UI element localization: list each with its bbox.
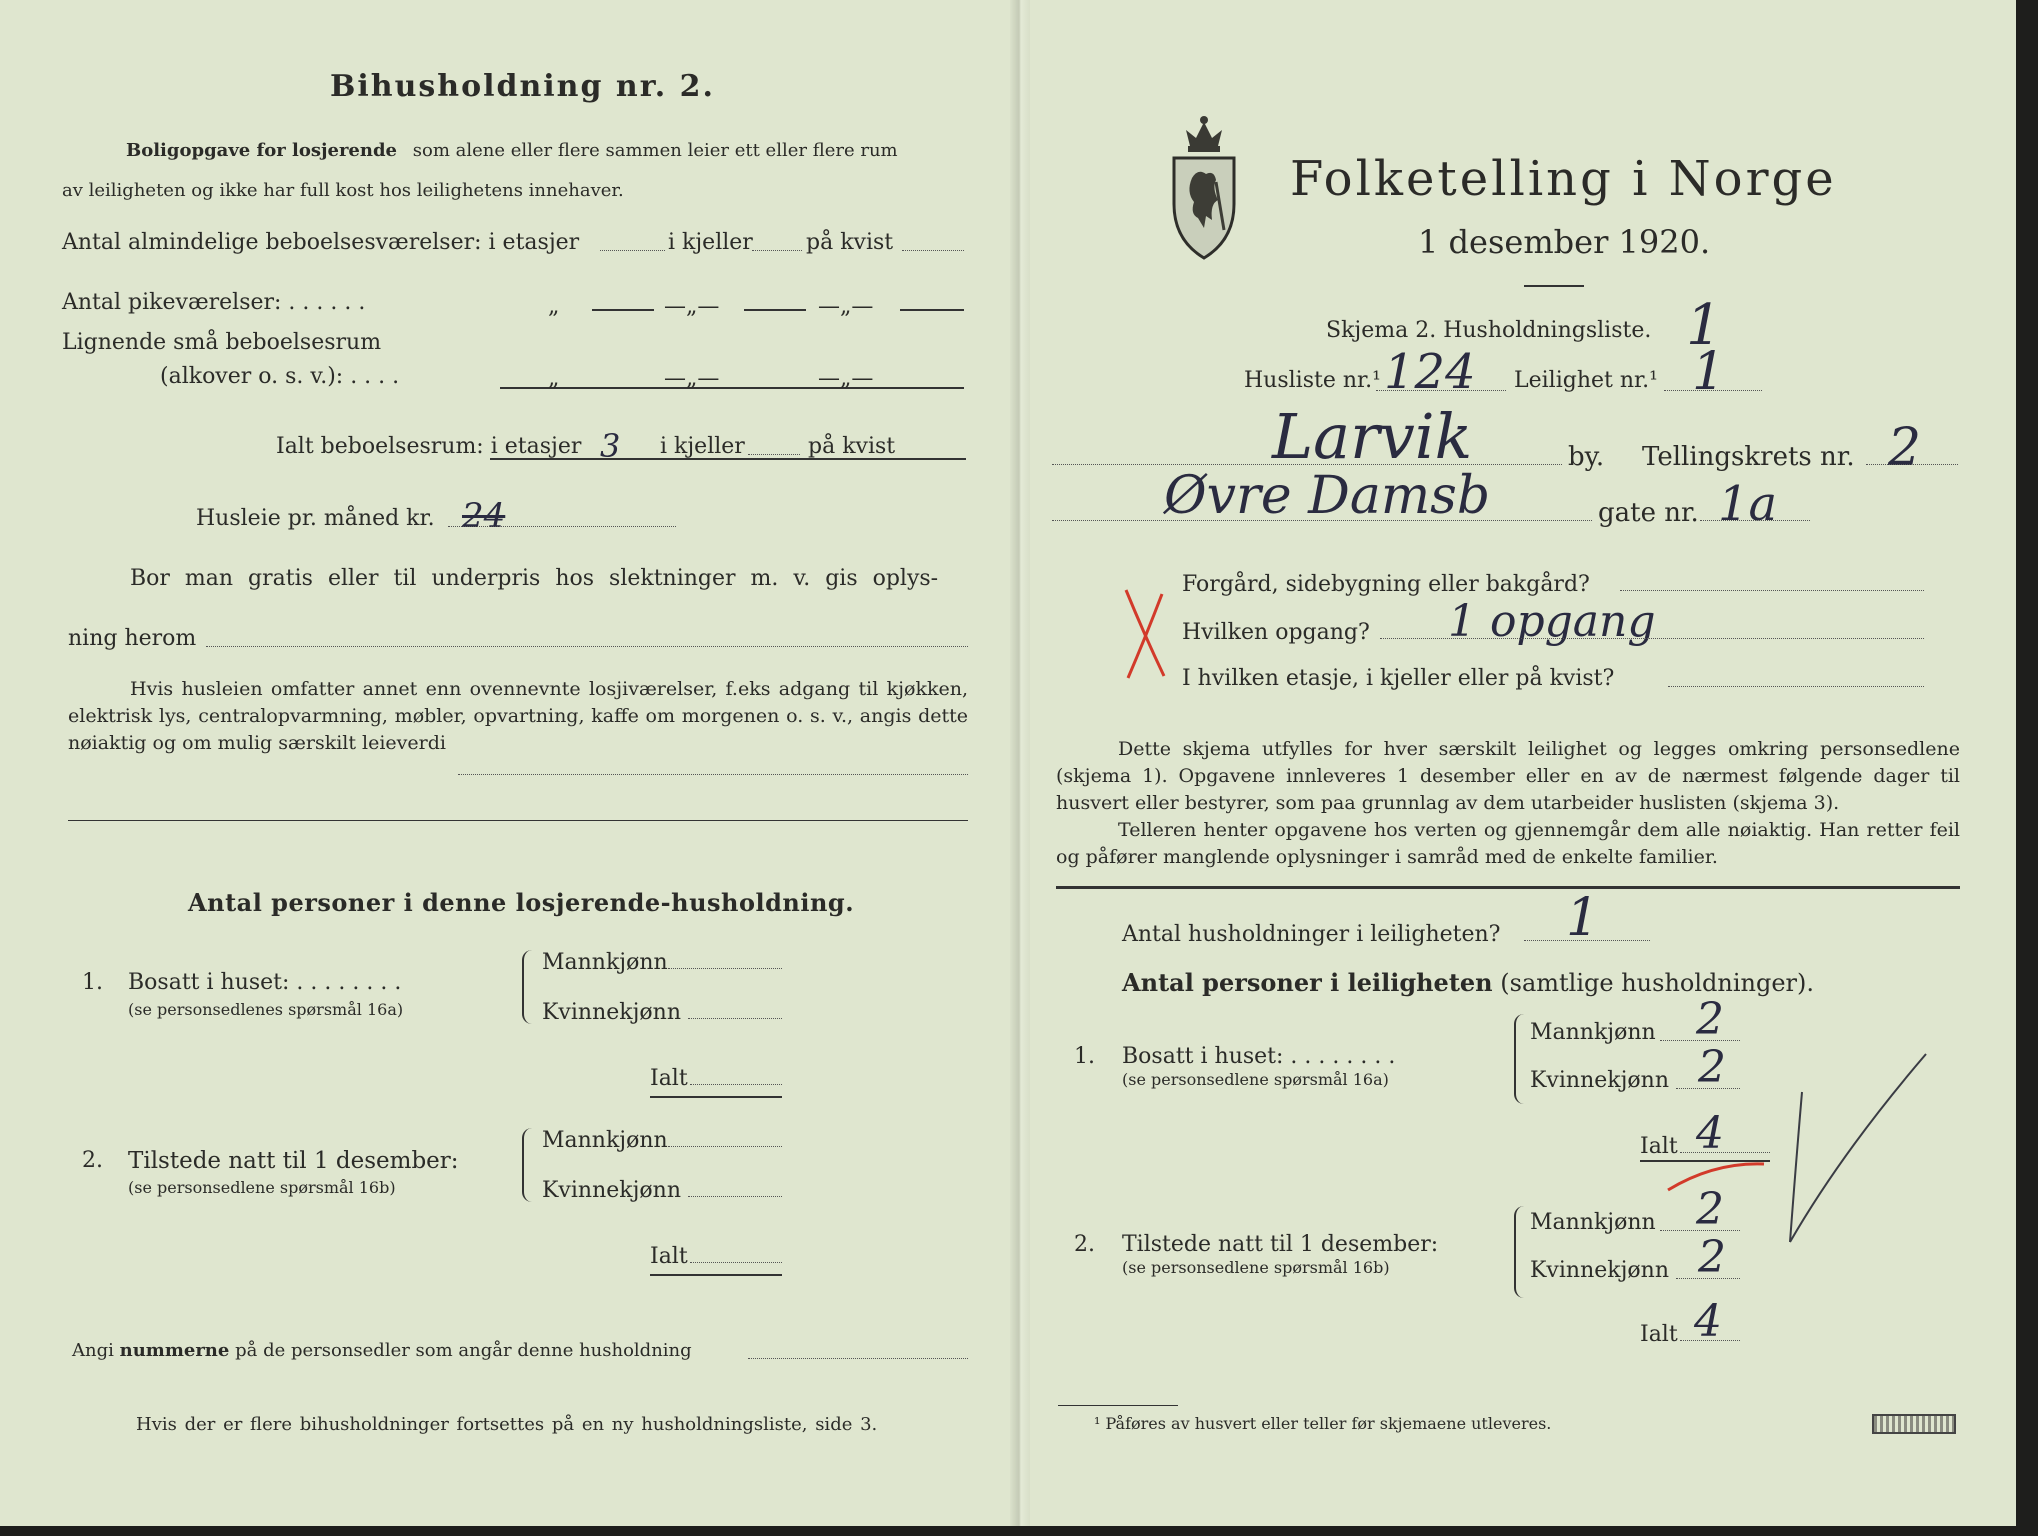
right-q1-ialt-line [1680,1152,1770,1153]
right-q2-ialt-label: Ialt [1640,1322,1678,1347]
right-rule [1056,886,1960,889]
gate-nr-value: 1a [1718,476,1778,532]
right-q1-mann-label: Mannkjønn [1530,1020,1656,1045]
scan-edge-bottom [0,1526,2038,1536]
left-title: Bihusholdning nr. 2. [330,69,715,104]
red-x-mark [1122,586,1170,682]
left-q2-num: 2. [82,1148,103,1173]
gate-label: gate nr. [1598,498,1699,528]
husliste-label: Husliste nr.¹ [1244,368,1381,393]
right-q2-mann-label: Mannkjønn [1530,1210,1656,1235]
ialt-rum-label: Ialt beboelsesrum: i etasjer [276,434,582,459]
date-divider [1524,285,1584,287]
gate-nr-line [1700,520,1810,521]
antal-kvist-label: på kvist [806,230,894,255]
forgard-label: Forgård, sidebygning eller bakgård? [1182,572,1590,597]
right-q1-kvinne-value: 2 [1698,1042,1726,1093]
left-q2-ialt-line [690,1262,782,1263]
left-q2-brace [522,1128,534,1202]
hvis-line-1 [458,774,968,775]
opgang-value: 1 opgang [1448,596,1656,647]
forgard-line [1620,590,1924,591]
right-q2-kvinne-value: 2 [1698,1232,1726,1283]
left-q1-ialt-label: Ialt [650,1066,688,1091]
angi-bold: nummerne [119,1340,230,1361]
right-q2-kvinne-line [1676,1278,1740,1279]
antal-pers-bold: Antal personer i leiligheten [1122,968,1493,997]
right-q1-label: Bosatt i huset: . . . . . . . . [1122,1044,1396,1069]
antal-pers-line [1122,970,1814,996]
right-q1-kvinne-label: Kvinnekjønn [1530,1068,1669,1093]
info-para2: Telleren henter opgavene hos verten og gjennemgår dem alle nøiaktig. Han retter feil og påfører manglende oplysninger i samråd med de enkelte familier. [1056,819,1960,868]
right-q1-sub: (se personsedlene spørsmål 16a) [1122,1070,1389,1089]
right-q1-mann-line [1660,1040,1740,1041]
alkover-ditto: „ [548,366,560,391]
left-intro-line1 [126,140,898,162]
left-q1-mann-label: Mannkjønn [542,950,668,975]
ialt-kvist-label: på kvist [808,434,896,459]
alkover-line [500,387,964,389]
left-q1-kvinne-label: Kvinnekjønn [542,1000,681,1025]
gate-line [1052,520,1592,521]
right-q1-ialt-value: 4 [1696,1108,1724,1159]
left-q2-mann-line [668,1146,782,1147]
left-footer: Hvis der er flere bihusholdninger fortsettes på en ny husholdningsliste, side 3. [136,1414,878,1435]
right-date: 1 desember 1920. [1418,223,1711,261]
right-q2-ialt-value: 4 [1694,1296,1722,1347]
right-q2-mann-value: 2 [1696,1184,1724,1235]
pike-line-2 [744,309,806,311]
left-q2-label: Tilstede natt til 1 desember: [128,1148,459,1174]
right-q2-sub: (se personsedlene spørsmål 16b) [1122,1258,1390,1277]
husliste-value: 124 [1384,344,1476,400]
norwegian-coat-of-arms-icon [1166,112,1242,262]
antal-kvist-line [902,250,964,251]
gate-name-value: Øvre Damsb [1164,466,1491,526]
hvis-line-2 [68,820,968,821]
by-value: Larvik [1272,400,1473,473]
tellingskrets-label: Tellingskrets nr. [1642,442,1855,472]
left-q2-mann-label: Mannkjønn [542,1128,668,1153]
pike-line-3 [900,309,964,311]
husliste-line [1376,390,1506,391]
intro-rest: som alene eller flere sammen leier ett eller flere rum [412,140,898,161]
right-q2-mann-line [1660,1230,1740,1231]
footnote-rule [1058,1405,1178,1406]
ialt-kjeller-line [748,454,800,455]
husleie-label: Husleie pr. måned kr. [196,506,435,531]
right-q1-num: 1. [1074,1044,1095,1069]
right-q2-num: 2. [1074,1232,1095,1257]
antal-label: Antal almindelige beboelsesværelser: i etasjer [62,230,580,255]
left-q1-label: Bosatt i huset: . . . . . . . . [128,970,402,995]
ialt-kjeller-label: i kjeller [660,434,745,459]
left-q1-sub: (se personsedlenes spørsmål 16a) [128,1000,404,1019]
by-label: by. [1568,442,1605,472]
ialt-etasjer-value: 3 [600,427,621,465]
angi-post: på de personsedler som angår denne husholdning [235,1340,692,1361]
left-q1-kvinne-line [688,1018,782,1019]
alkover-ditto-3: —„— [818,366,874,391]
info-para1: Dette skjema utfylles for hver særskilt leilighet og legges omkring personsedlene (skjema 1). Opgavene innleveres 1 desember eller en av de nærmest følgende dager til husvert eller bestyrer, som paa grunnlag av dem utarbeider huslisten (skjema 3). [1056,738,1960,814]
right-q2-kvinne-label: Kvinnekjønn [1530,1258,1669,1283]
right-q1-kvinne-line [1676,1088,1740,1089]
skjema-value: 1 [1686,293,1722,358]
left-q1-mann-line [668,968,782,969]
skjema-label: Skjema 2. Husholdningsliste. [1326,318,1652,343]
left-q2-sub: (se personsedlene spørsmål 16b) [128,1178,396,1197]
antal-pers-rest: (samtlige husholdninger). [1500,969,1815,997]
left-q2-ialt-underline [650,1274,782,1276]
left-q2-kvinne-label: Kvinnekjønn [542,1178,681,1203]
right-q2-label: Tilstede natt til 1 desember: [1122,1232,1439,1257]
left-antal-heading: Antal personer i denne losjerende-husholdning. [188,888,855,917]
bor-line1: Bor man gratis eller til underpris hos slektninger m. v. gis oplys- [130,566,939,591]
husleie-value: 24 [462,496,506,536]
opgang-line [1380,638,1924,639]
tellingskrets-line [1866,464,1958,465]
right-q1-ialt-label: Ialt [1640,1134,1678,1159]
pike-label: Antal pikeværelser: . . . . . . [62,290,366,315]
etasje-label: I hvilken etasje, i kjeller eller på kvist? [1182,666,1615,691]
opgang-label: Hvilken opgang? [1182,620,1370,645]
alkover-label: (alkover o. s. v.): . . . . [160,364,400,389]
bor-line2: ning herom [68,626,197,651]
right-q1-brace [1514,1014,1526,1104]
scan-edge-right [2016,0,2038,1536]
page-fold [1010,0,1030,1536]
left-q1-brace [522,950,534,1024]
antal-hush-line [1524,940,1650,941]
ialt-underline [490,458,966,460]
leilighet-label: Leilighet nr.¹ [1514,368,1658,393]
antal-etasjer-line [600,250,665,251]
pike-ditto-2: —„— [664,294,720,319]
angi-line [72,1340,692,1362]
husleie-line [448,526,676,527]
left-q1-ialt-line [690,1084,782,1085]
etasje-line [1668,686,1924,687]
left-q1-ialt-underline [650,1096,782,1098]
antal-kjeller-line [752,250,802,251]
tellingskrets-value: 2 [1888,418,1922,478]
lignende-label: Lignende små beboelsesrum [62,330,382,355]
antal-hush-value: 1 [1566,888,1600,948]
right-title: Folketelling i Norge [1290,151,1837,207]
antal-kjeller-label: i kjeller [668,230,753,255]
angi-dotline [748,1358,968,1359]
right-q2-brace [1514,1206,1526,1298]
left-q2-ialt-label: Ialt [650,1244,688,1269]
leilighet-value: 1 [1692,342,1726,402]
antal-hush-label: Antal husholdninger i leiligheten? [1122,922,1501,947]
pike-ditto: „ [548,294,560,319]
pen-check-mark [1782,1052,1932,1252]
leilighet-line [1664,390,1762,391]
hvis-paragraph: Hvis husleien omfatter annet enn ovennevnte losjiværelser, f.eks adgang til kjøkken, elektrisk lys, centralopvarmning, møbler, opvartning, kaffe om morgenen o. s. v., angis dette nøiaktig og om mulig særskilt leieverdi [68,678,968,754]
right-q1-mann-value: 2 [1696,994,1724,1045]
left-intro-line2: av leiligheten og ikke har full kost hos leilighetens innehaver. [62,180,624,201]
pike-line-1 [592,309,654,311]
alkover-ditto-2: —„— [664,366,720,391]
bor-line [206,646,968,647]
printer-stamp [1872,1414,1956,1434]
left-q2-kvinne-line [688,1196,782,1197]
angi-pre: Angi [72,1340,114,1361]
left-q1-num: 1. [82,970,103,995]
pike-ditto-3: —„— [818,294,874,319]
by-line [1052,464,1562,465]
right-q2-ialt-line [1680,1340,1740,1341]
intro-bold: Boligopgave for losjerende [126,140,398,161]
right-footnote: ¹ Påføres av husvert eller teller før skjemaene utleveres. [1094,1414,1552,1433]
